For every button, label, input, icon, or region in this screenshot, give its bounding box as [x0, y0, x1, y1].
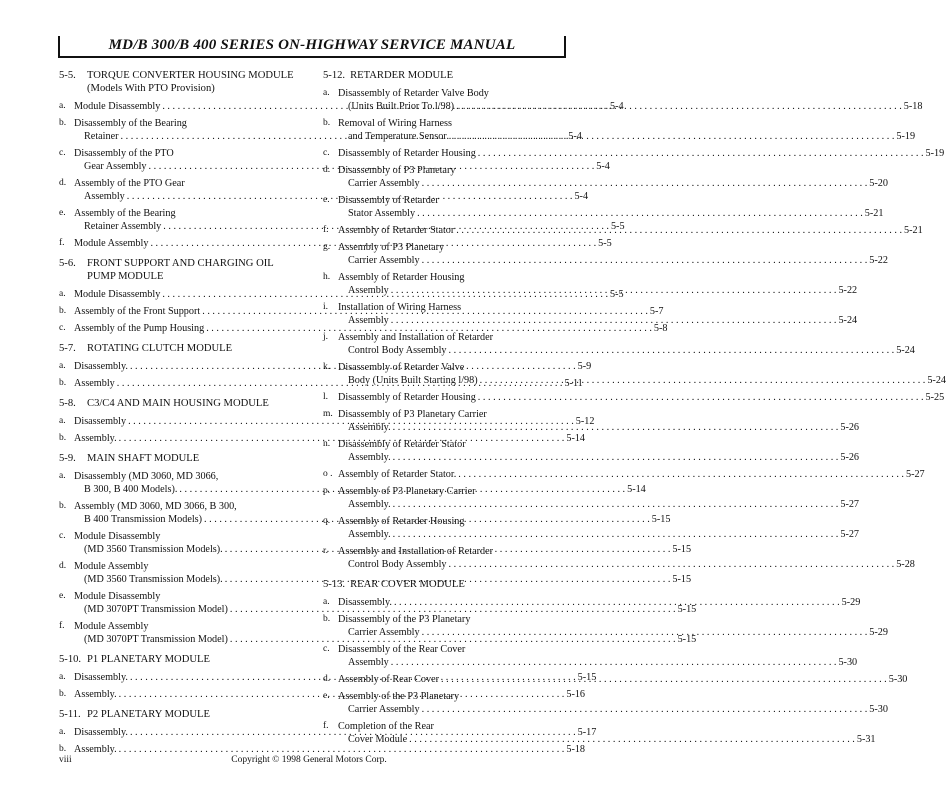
toc-entry[interactable] — [323, 613, 888, 639]
entry-letter: r. — [323, 546, 329, 556]
entry-text: Assembly of the Front Support — [74, 306, 201, 317]
dot-leader — [392, 596, 842, 609]
dot-leader — [454, 224, 904, 237]
entry-letter: e. — [323, 195, 330, 205]
dot-leader — [391, 451, 841, 464]
section-heading[interactable] — [59, 257, 304, 283]
dot-leader — [420, 703, 870, 716]
entry-letter: a. — [59, 471, 66, 481]
section-number: 5-12. — [323, 70, 346, 81]
entry-letter: a. — [59, 672, 66, 682]
entry-letter: a. — [59, 416, 66, 426]
section-title: P1 PLANETARY MODULE — [87, 654, 210, 665]
section-heading[interactable] — [59, 653, 304, 666]
entry-text: Disassembly of Retarder Stator — [338, 439, 466, 450]
entry-page-number: 5-22 — [869, 255, 888, 266]
dot-leader — [389, 656, 839, 669]
entry-text: Assembly. — [74, 689, 117, 700]
entry-letter: b. — [59, 689, 67, 699]
entry-page-number: 5-26 — [840, 422, 860, 433]
dot-leader — [389, 284, 839, 297]
entry-text: Module Disassembly — [74, 101, 161, 112]
entry-text: Disassembly of the P3 Planetary — [338, 614, 471, 625]
entry-text: Retainer — [84, 131, 119, 142]
dot-leader — [476, 391, 926, 404]
entry-page-number: 5-4 — [610, 101, 624, 112]
entry-text: Module Assembly — [74, 561, 149, 572]
entry-page-number: 5-4 — [568, 131, 582, 142]
entry-text: Stator Assembly — [348, 208, 416, 219]
dot-leader — [391, 498, 841, 511]
entry-text: Module Assembly — [74, 621, 149, 632]
entry-text: B 400 Transmission Models) — [84, 514, 203, 525]
entry-text: (MD 3560 Transmission Models). — [84, 574, 223, 585]
entry-page-number: 5-4 — [596, 161, 610, 172]
section-title: MAIN SHAFT MODULE — [87, 453, 200, 464]
entry-letter: b. — [59, 118, 67, 128]
dot-leader — [439, 673, 889, 686]
entry-letter: e. — [59, 208, 66, 218]
section-title: P2 PLANETARY MODULE — [87, 709, 210, 720]
manual-title: MD/B 300/B 400 SERIES ON-HIGHWAY SERVICE MANUAL — [108, 37, 516, 53]
entry-text: Assembly of the Pump Housing — [74, 323, 205, 334]
entry-text: (Units Built Prior To l/98) — [348, 101, 455, 112]
entry-text: Assembly (MD 3060, MD 3066, B 300, — [74, 501, 237, 512]
entry-text: Disassembly of Retarder — [338, 195, 439, 206]
entry-page-number: 5-4 — [574, 191, 589, 202]
section-title: TORQUE CONVERTER HOUSING MODULE (Models With PTO Provision) — [87, 70, 294, 94]
section-number: 5-8. — [59, 398, 76, 409]
entry-page-number: 5-16 — [566, 689, 586, 700]
dot-leader — [454, 100, 904, 113]
entry-letter: a. — [59, 361, 66, 371]
dot-leader — [478, 374, 928, 387]
entry-page-number: 5-30 — [888, 674, 908, 685]
entry-text: Disassembly of Retarder Valve — [338, 362, 465, 373]
entry-letter: c. — [59, 148, 66, 158]
entry-text: Body (Units Built Starting l/98) — [348, 375, 478, 386]
entry-page-number: 5-5 — [610, 221, 625, 232]
entry-text: Disassembly of the Rear Cover — [338, 644, 466, 655]
entry-letter: f. — [323, 225, 329, 235]
toc-entry[interactable] — [323, 643, 858, 669]
entry-letter: h. — [323, 272, 331, 282]
entry-text: Disassembly. — [338, 597, 392, 608]
entry-letter: d. — [323, 674, 331, 684]
section-number: 5-5. — [59, 70, 76, 81]
entry-letter: b. — [323, 118, 331, 128]
entry-page-number: 5-9 — [577, 361, 592, 372]
dot-leader — [420, 626, 870, 639]
entry-text: Assembly of P3 Planetary — [338, 242, 445, 253]
section-heading[interactable] — [59, 452, 304, 465]
section-heading[interactable] — [59, 397, 304, 410]
dot-leader — [389, 314, 839, 327]
entry-text: Assembly. — [348, 452, 391, 463]
entry-letter: c. — [323, 148, 330, 158]
entry-page-number: 5-30 — [869, 704, 888, 715]
entry-page-number: 5-5 — [598, 238, 612, 249]
entry-letter: a. — [323, 88, 330, 98]
entry-letter: l. — [323, 392, 329, 402]
toc-entry[interactable] — [59, 288, 624, 301]
section-title: C3/C4 AND MAIN HOUSING MODULE — [87, 398, 269, 409]
entry-text: Module Assembly — [74, 238, 149, 249]
section-heading[interactable] — [59, 342, 304, 355]
entry-letter: g. — [323, 242, 331, 252]
entry-text: Assembly — [348, 657, 389, 668]
entry-text: Retainer Assembly — [84, 221, 162, 232]
entry-page-number: 5-24 — [896, 345, 915, 356]
entry-letter: j. — [323, 332, 329, 342]
entry-page-number: 5-24 — [927, 375, 946, 386]
dot-leader — [420, 254, 870, 267]
entry-letter: a. — [323, 597, 330, 607]
entry-letter: d. — [59, 561, 67, 571]
dot-leader — [456, 468, 906, 481]
entry-text: Gear Assembly — [84, 161, 147, 172]
entry-page-number: 5-14 — [627, 484, 646, 495]
entry-letter: a. — [59, 289, 66, 299]
entry-page-number: 5-21 — [903, 225, 923, 236]
entry-letter: b. — [59, 433, 67, 443]
entry-text: Disassembly of Retarder Housing — [338, 392, 476, 403]
entry-page-number: 5-19 — [925, 148, 945, 159]
entry-page-number: 5-15 — [577, 672, 597, 683]
entry-letter: a. — [59, 101, 66, 111]
entry-text: Disassembly. — [74, 727, 128, 738]
entry-page-number: 5-15 — [651, 514, 671, 525]
entry-page-number: 5-20 — [869, 178, 888, 189]
entry-letter: p. — [323, 486, 331, 496]
entry-text: Assembly — [348, 315, 389, 326]
entry-text: Installation of Wiring Harness — [338, 302, 462, 313]
entry-letter: k. — [323, 362, 331, 372]
section-heading[interactable] — [323, 69, 563, 82]
entry-text: Assembly and Installation of Retarder — [338, 332, 494, 343]
toc-entry[interactable] — [323, 147, 945, 160]
dot-leader — [447, 130, 897, 143]
entry-text: Disassembly of Retarder Valve Body — [338, 88, 489, 99]
entry-page-number: 5-11 — [564, 378, 583, 389]
entry-letter: c. — [59, 531, 66, 541]
entry-text: Disassembly of the PTO — [74, 148, 174, 159]
entry-text: Assembly of Retarder Stator — [338, 225, 455, 236]
entry-page-number: 5-18 — [903, 101, 923, 112]
entry-text: Assembly of the PTO Gear — [74, 178, 185, 189]
entry-text: Disassembly. — [74, 672, 128, 683]
toc-entry[interactable] — [59, 415, 595, 428]
entry-text: Assembly. — [348, 529, 391, 540]
entry-page-number: 5-27 — [840, 499, 860, 510]
entry-text: Cover Module — [348, 734, 408, 745]
entry-text: Assembly — [348, 285, 389, 296]
entry-text: Assembly. — [74, 433, 117, 444]
entry-page-number: 5-21 — [864, 208, 884, 219]
entry-text: Assembly of the P3 Planetary — [338, 691, 460, 702]
entry-letter: f. — [59, 238, 65, 248]
entry-text: Assembly. — [348, 499, 391, 510]
section-title: RETARDER MODULE — [350, 70, 454, 81]
entry-page-number: 5-22 — [838, 285, 858, 296]
entry-text: Control Body Assembly — [348, 559, 447, 570]
entry-page-number: 5-5 — [610, 289, 624, 300]
entry-page-number: 5-19 — [896, 131, 916, 142]
entry-letter: f. — [59, 621, 65, 631]
entry-text: Module Disassembly — [74, 531, 161, 542]
entry-text: Assembly of Retarder Stator. — [338, 469, 457, 480]
dot-leader — [447, 344, 897, 357]
entry-letter: o . — [323, 469, 333, 479]
entry-page-number: 5-12 — [575, 416, 595, 427]
entry-page-number: 5-25 — [925, 392, 945, 403]
dot-leader — [420, 177, 870, 190]
entry-page-number: 5-31 — [856, 734, 876, 745]
entry-text: Disassembly (MD 3060, MD 3066, — [74, 471, 219, 482]
entry-page-number: 5-14 — [566, 433, 586, 444]
dot-leader — [447, 558, 897, 571]
entry-letter: b. — [323, 614, 331, 624]
entry-text: Assembly of P3 Planetary Carrier — [338, 486, 476, 497]
entry-text: Disassembly. — [74, 361, 128, 372]
toc-entry[interactable] — [59, 590, 697, 616]
entry-text: Assembly and Installation of Retarder — [338, 546, 494, 557]
dot-leader — [415, 207, 865, 220]
section-number: 5-9. — [59, 453, 76, 464]
entry-text: (MD 3070PT Transmission Model) — [84, 634, 228, 645]
entry-page-number: 5-24 — [838, 315, 858, 326]
section-number: 5-13. — [323, 579, 346, 590]
entry-letter: e. — [59, 591, 66, 601]
page-number: viii — [59, 755, 72, 765]
section-title: ROTATING CLUTCH MODULE — [87, 343, 233, 354]
entry-page-number: 5-15 — [677, 604, 697, 615]
entry-text: Assembly — [74, 378, 115, 389]
entry-text: Disassembly of P3 Planetary — [338, 165, 456, 176]
entry-letter: f. — [323, 721, 329, 731]
entry-text: Assembly. — [74, 744, 117, 755]
section-title: FRONT SUPPORT AND CHARGING OIL PUMP MODULE — [87, 258, 274, 282]
section-number: 5-7. — [59, 343, 76, 354]
entry-letter: b. — [59, 306, 67, 316]
entry-text: Assembly of the Bearing — [74, 208, 176, 219]
entry-page-number: 5-18 — [566, 744, 586, 755]
entry-page-number: 5-29 — [869, 627, 888, 638]
entry-text: Module Disassembly — [74, 591, 161, 602]
entry-text: Carrier Assembly — [348, 178, 420, 189]
entry-text: (MD 3070PT Transmission Model) — [84, 604, 228, 615]
entry-page-number: 5-15 — [672, 574, 692, 585]
entry-text: Completion of the Rear — [338, 721, 434, 732]
toc-entry[interactable] — [323, 391, 945, 404]
section-number: 5-10. — [59, 654, 82, 665]
entry-page-number: 5-29 — [841, 597, 861, 608]
copyright-notice: Copyright © 1998 General Motors Corp. — [231, 755, 387, 765]
dot-leader — [476, 147, 926, 160]
section-title: REAR COVER MODULE — [350, 579, 465, 590]
entry-text: Assembly of Retarder Housing — [338, 516, 465, 527]
section-number: 5-11. — [59, 709, 81, 720]
entry-letter: i. — [323, 302, 329, 312]
entry-letter: b. — [59, 744, 67, 754]
dot-leader — [407, 733, 857, 746]
entry-letter: q. — [323, 516, 331, 526]
entry-page-number: 5-8 — [653, 323, 668, 334]
entry-text: Carrier Assembly — [348, 255, 420, 266]
entry-letter: c. — [59, 323, 66, 333]
entry-letter: n. — [323, 439, 331, 449]
entry-page-number: 5-7 — [649, 306, 664, 317]
entry-text: Assembly of Rear Cover — [338, 674, 440, 685]
dot-leader — [391, 528, 841, 541]
toc-entry[interactable] — [323, 331, 915, 357]
entry-text: (MD 3560 Transmission Models). — [84, 544, 223, 555]
entry-text: Module Disassembly — [74, 289, 161, 300]
entry-text: B 300, B 400 Models). — [84, 484, 178, 495]
entry-text: and Temperature Sensor — [348, 131, 447, 142]
toc-entry[interactable] — [323, 596, 861, 609]
entry-letter: d. — [323, 165, 331, 175]
entry-page-number: 5-30 — [838, 657, 858, 668]
entry-page-number: 5-27 — [905, 469, 925, 480]
section-number: 5-6. — [59, 258, 76, 269]
entry-letter: m. — [323, 409, 333, 419]
entry-text: Carrier Assembly — [348, 704, 420, 715]
entry-text: Disassembly of the Bearing — [74, 118, 187, 129]
entry-text: Disassembly of Retarder Housing — [338, 148, 476, 159]
toc-entry[interactable] — [323, 468, 925, 481]
entry-text: Disassembly — [74, 416, 127, 427]
entry-text: Assembly — [84, 191, 125, 202]
entry-letter: b. — [59, 501, 67, 511]
entry-letter: e. — [323, 691, 330, 701]
entry-text: Control Body Assembly — [348, 345, 447, 356]
toc-entry[interactable] — [59, 322, 668, 335]
entry-page-number: 5-15 — [672, 544, 692, 555]
entry-page-number: 5-26 — [840, 452, 860, 463]
entry-text: Disassembly of P3 Planetary Carrier — [338, 409, 487, 420]
entry-letter: d. — [59, 178, 67, 188]
entry-text: Removal of Wiring Harness — [338, 118, 452, 129]
dot-leader — [391, 421, 841, 434]
section-heading[interactable] — [59, 69, 304, 95]
entry-letter: b. — [59, 378, 67, 388]
entry-letter: a. — [59, 727, 66, 737]
entry-page-number: 5-27 — [840, 529, 860, 540]
section-heading[interactable] — [59, 708, 304, 721]
entry-page-number: 5-17 — [577, 727, 597, 738]
page-header — [58, 36, 566, 58]
entry-page-number: 5-15 — [677, 634, 697, 645]
entry-letter: c. — [323, 644, 330, 654]
entry-text: Assembly. — [348, 422, 391, 433]
entry-page-number: 5-28 — [896, 559, 915, 570]
section-heading[interactable] — [323, 578, 563, 591]
entry-text: Assembly of Retarder Housing — [338, 272, 465, 283]
entry-text: Carrier Assembly — [348, 627, 420, 638]
